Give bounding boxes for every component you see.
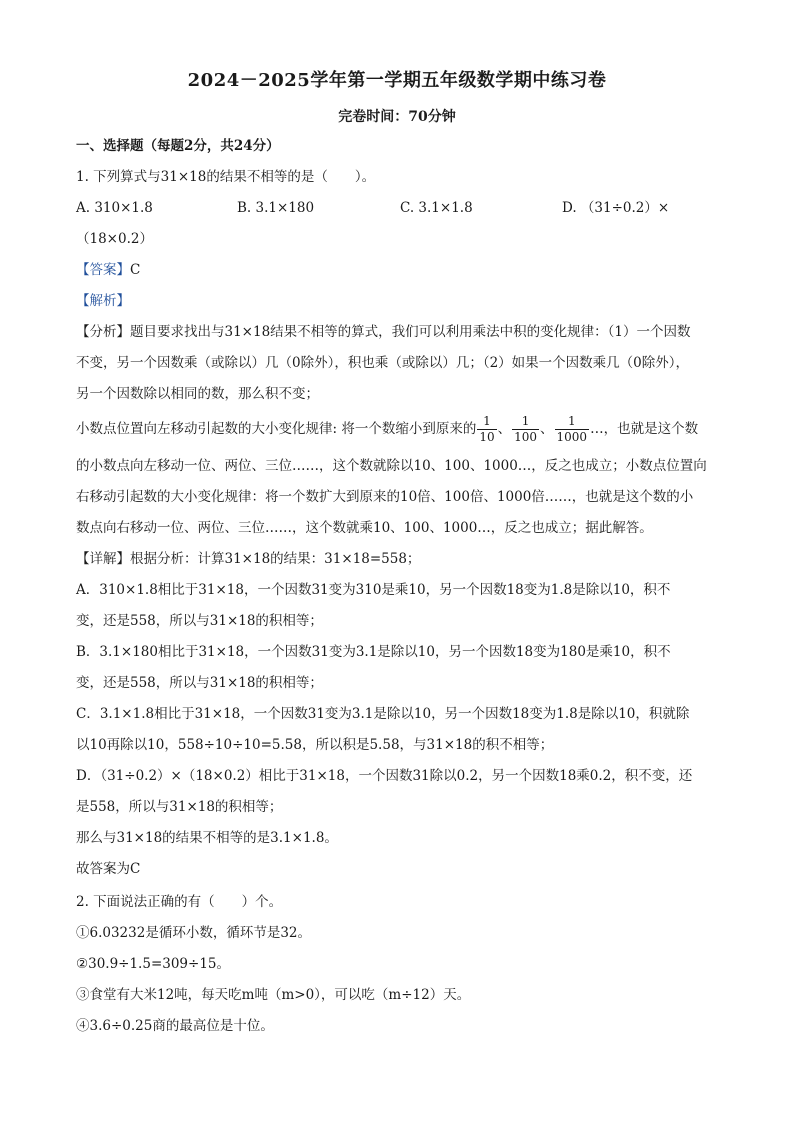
q2-item: ③食堂有大米12吨，每天吃m吨（m>0），可以吃（m÷12）天。 (76, 987, 471, 1003)
answer-line (76, 260, 140, 280)
analysis-line: 【分析】题目要求找出与31×18结果不相等的算式，我们可以利用乘法中积的变化规律：（1）一个因数 (76, 324, 691, 340)
fraction-numerator: 1 (567, 414, 576, 428)
analysis-tag: 【解析】 (76, 293, 130, 309)
detail-line: 那么与31×18的结果不相等的是3.1×1.8。 (76, 830, 338, 846)
decimal-rule-line: 的小数点向左移动一位、两位、三位……，这个数就除以10、100、1000…，反之也成立；小数点位置向 (76, 458, 707, 474)
detail-line: D．（31÷0.2）×（18×0.2）相比于31×18，一个因数31除以0.2，另一个因数18乘0.2，积不变，还 (76, 768, 693, 784)
q2-stem: 2. 下面说法正确的有（ ）个。 (76, 894, 283, 910)
page-title: 2024－2025学年第一学期五年级数学期中练习卷 (187, 70, 607, 91)
detail-line: C．3.1×1.8相比于31×18，一个因数31变为3.1是除以10，另一个因数18变为1.8是除以10，积就除 (76, 706, 690, 722)
detail-line: 【详解】根据分析：计算31×18的结果：31×18=558； (76, 551, 421, 567)
option-a: A. 310×1.8 (76, 200, 153, 216)
fraction (512, 414, 539, 445)
analysis-line: 不变，另一个因数乘（或除以）几（0除外），积也乘（或除以）几；（2）如果一个因数乘几（0除外）， (76, 355, 690, 371)
fraction-denominator: 10 (479, 430, 495, 444)
q2-item: ①6.03232是循环小数，循环节是32。 (76, 925, 312, 941)
answer-tag: 【答案】 (76, 262, 130, 278)
detail-line: 变，还是558，所以与31×18的积相等； (76, 613, 323, 629)
fraction-denominator: 1000 (556, 430, 588, 444)
fraction-numerator: 1 (483, 414, 491, 428)
option-d: D. （31÷0.2）× (562, 200, 670, 216)
fraction-numerator: 1 (521, 414, 530, 428)
option-d-continued: （18×0.2） (76, 231, 153, 247)
fraction-separator: 、 (497, 421, 512, 437)
q2-item: ②30.9÷1.5=309÷15。 (76, 956, 231, 972)
decimal-rule-text: 小数点位置向左移动引起数的大小变化规律: 将一个数缩小到原来的 (76, 421, 477, 437)
fraction-separator: 、 (540, 421, 554, 437)
fraction-denominator: 100 (514, 430, 538, 444)
q2-item: ④3.6÷0.25商的最高位是十位。 (76, 1018, 274, 1034)
decimal-rule-line: 右移动引起数的大小变化规律：将一个数扩大到原来的10倍、100倍、1000倍……，也就是这个数的小 (76, 489, 694, 505)
section-heading: 一、选择题（每题2分，共24分） (76, 138, 280, 154)
exam-time: 完卷时间：70分钟 (338, 109, 456, 125)
q1-options (76, 198, 716, 218)
decimal-rule-text: …，也就是这个数 (590, 421, 699, 437)
detail-line: 是558，所以与31×18的积相等； (76, 799, 283, 815)
fraction (477, 414, 496, 445)
decimal-rule-line: 数点向右移动一位、两位、三位……，这个数就乘10、100、1000…，反之也成立；据此解答。 (76, 520, 653, 536)
detail-line: A．310×1.8相比于31×18，一个因数31变为310是乘10，另一个因数18变为1.8是除以10，积不 (76, 582, 671, 598)
answer-value: C (130, 262, 141, 278)
option-b: B. 3.1×180 (237, 200, 315, 216)
decimal-rule-line (76, 412, 698, 446)
detail-line: B．3.1×180相比于31×18，一个因数31变为3.1是除以10，另一个因数18变为180是乘10，积不 (76, 644, 671, 660)
option-c: C. 3.1×1.8 (400, 200, 473, 216)
q1-stem: 1. 下列算式与31×18的结果不相等的是（ ）。 (76, 169, 376, 185)
analysis-line: 另一个因数除以相同的数，那么积不变； (76, 386, 319, 402)
detail-line: 以10再除以10，558÷10÷10=5.58，所以积是5.58，与31×18的积不相等； (76, 737, 554, 753)
detail-line: 故答案为C (76, 861, 141, 877)
fraction (555, 414, 590, 445)
detail-line: 变，还是558，所以与31×18的积相等； (76, 675, 323, 691)
